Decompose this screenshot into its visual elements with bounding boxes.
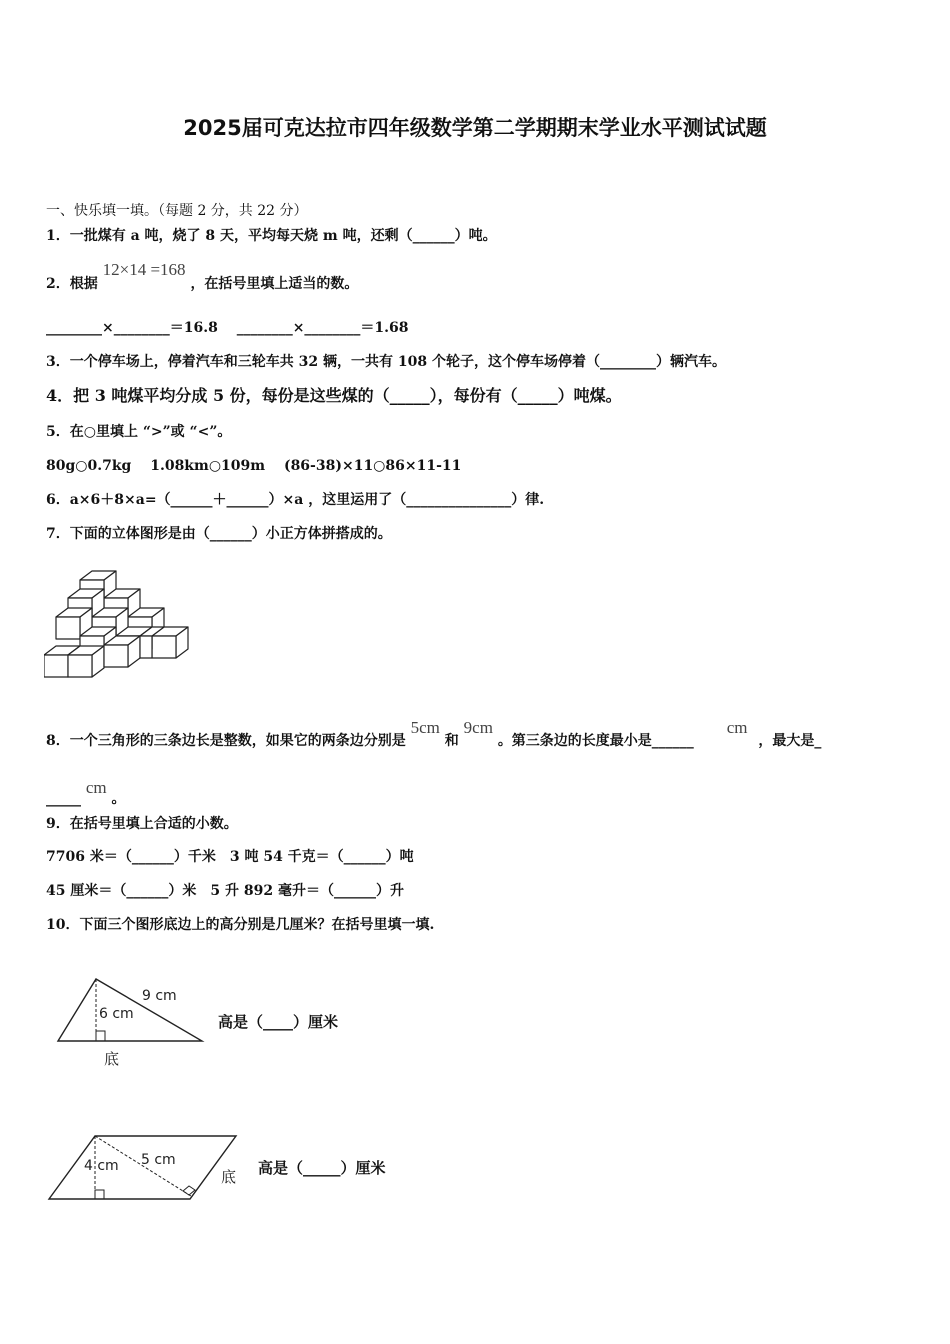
question-8-post: ，最大是_ — [758, 733, 822, 749]
triangle-answer: 高是（____）厘米 — [218, 1013, 339, 1031]
cube — [68, 646, 104, 677]
question-4: 4．把 3 吨煤平均分成 5 份，每份是这些煤的（_____），每份有（_____）吨煤。 — [46, 386, 622, 405]
question-8-cont — [46, 778, 126, 807]
cube — [104, 636, 140, 667]
page-title: 2025届可克达拉市四年级数学第二学期期末学业水平测试试题 — [183, 116, 767, 140]
parallelogram-diag-label: 5 cm — [141, 1152, 176, 1168]
question-1: 1．一批煤有 a 吨，烧了 8 天，平均每天烧 m 吨，还剩（______）吨。 — [46, 228, 497, 244]
parallelogram-figure — [44, 1130, 249, 1210]
question-8-line2: _____ — [46, 791, 81, 807]
question-8-unit2: cm — [85, 778, 107, 797]
triangle-side-label: 9 cm — [142, 988, 177, 1004]
question-3: 3．一个停车场上，停着汽车和三轮车共 32 辆，一共有 108 个轮子，这个停车场停着（________）辆汽车。 — [46, 354, 726, 370]
question-7: 7．下面的立体图形是由（______）小正方体拼搭成的。 — [46, 526, 392, 542]
question-2-pre: 2．根据 — [46, 276, 98, 292]
question-9-row2: 45 厘米＝（______）米 5 升 892 毫升＝（______）升 — [46, 883, 404, 899]
question-2 — [46, 260, 359, 292]
question-8-mid: 。第三条边的长度最小是______ — [497, 733, 694, 749]
question-9-row1: 7706 米＝（______）千米 3 吨 54 千克＝（______）吨 — [46, 849, 414, 865]
section-heading: 一、快乐填一填。（每题 2 分，共 22 分） — [46, 203, 308, 219]
parallelogram-side-label: 4 cm — [84, 1158, 119, 1174]
question-8-unit1: cm — [726, 718, 748, 737]
triangle-figure — [50, 970, 215, 1072]
parallelogram-answer: 高是（_____）厘米 — [258, 1159, 386, 1177]
right-angle-mark — [96, 1031, 105, 1041]
question-10: 10．下面三个图形底边上的高分别是几厘米？在括号里填一填. — [46, 917, 435, 933]
triangle-base-label: 底 — [104, 1050, 120, 1068]
question-8 — [46, 718, 822, 749]
question-5-blanks: 80g○0.7kg 1.08km○109m (86-38)×11○86×11-11 — [46, 458, 462, 474]
parallelogram-base-label: 底 — [221, 1168, 237, 1186]
cube-stack-figure — [44, 568, 189, 688]
triangle-height-label: 6 cm — [99, 1006, 134, 1022]
question-2-formula: 12×14 =168 — [102, 260, 186, 279]
question-9: 9．在括号里填上合适的小数。 — [46, 816, 238, 832]
question-8-end: 。 — [111, 791, 126, 807]
question-2-post: ，在括号里填上适当的数。 — [190, 276, 359, 292]
question-5: 5．在○里填上 “>”或 “<”。 — [46, 424, 232, 440]
question-8-and: 和 — [444, 733, 459, 749]
right-angle-mark-1 — [95, 1190, 104, 1199]
question-8-pre: 8．一个三角形的三条边长是整数，如果它的两条边分别是 — [46, 733, 406, 749]
question-8-side-b: 9cm — [463, 718, 493, 737]
question-8-side-a: 5cm — [410, 718, 440, 737]
question-2-blanks: ________×________＝16.8 ________×________＝1.68 — [46, 320, 409, 336]
question-6: 6．a×6＋8×a=（______＋______）×a ，这里运用了（_______________）律. — [46, 492, 545, 508]
